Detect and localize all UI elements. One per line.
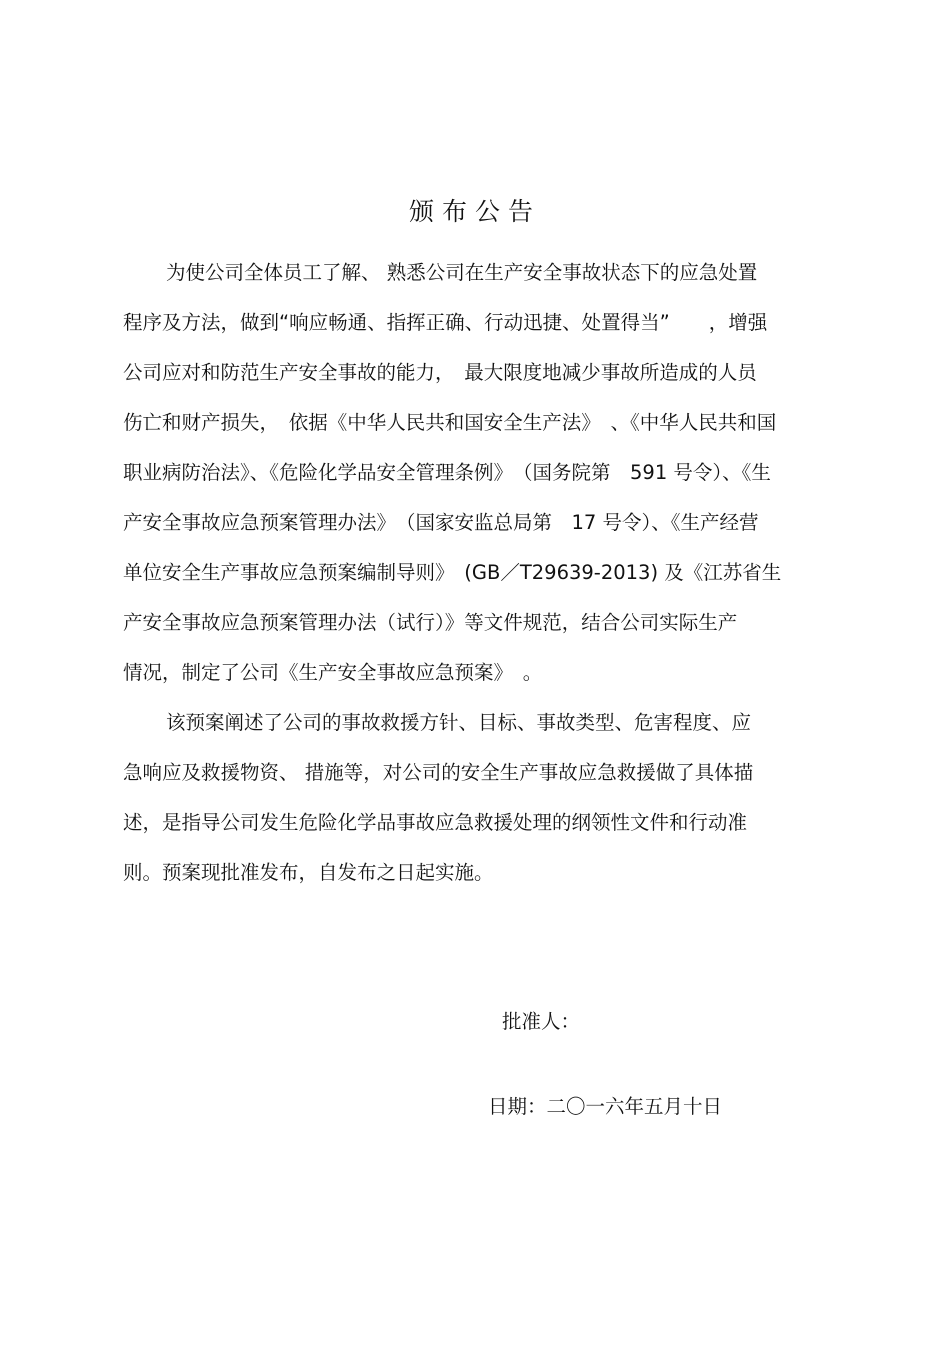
paragraph-2-line-3: 述，是指导公司发生危险化学品事故应急救援处理的纲领性文件和行动准 bbox=[123, 811, 748, 834]
paragraph-2-line-1: 该预案阐述了公司的事故救援方针、目标、事故类型、危害程度、应 bbox=[166, 711, 752, 734]
document-title: 颁布公告 bbox=[408, 197, 541, 226]
paragraph-1-line-2: 程序及方法，做到“响应畅通、指挥正确、行动迅捷、处置得当” ，增强 bbox=[123, 311, 768, 334]
paragraph-1-line-1: 为使公司全体员工了解、 熟悉公司在生产安全事故状态下的应急处置 bbox=[166, 261, 758, 284]
approver-label: 批准人： bbox=[502, 1010, 581, 1033]
paragraph-1-line-5: 职业病防治法》、《危险化学品安全管理条例》 （国务院第 591 号令）、《生 bbox=[123, 461, 771, 484]
date-label: 日期：二〇一六年五月十日 bbox=[488, 1095, 723, 1118]
paragraph-1-line-8: 产安全事故应急预案管理办法（试行）》等文件规范，结合公司实际生产 bbox=[123, 611, 738, 634]
paragraph-1-line-7: 单位安全生产事故应急预案编制导则》 (GB／T29639-2013) 及《江苏省生 bbox=[123, 561, 782, 584]
paragraph-2-line-2: 急响应及救援物资、 措施等，对公司的安全生产事故应急救援做了具体描 bbox=[123, 761, 754, 784]
paragraph-1-line-4: 伤亡和财产损失， 依据《中华人民共和国安全生产法》 、《中华人民共和国 bbox=[123, 411, 777, 434]
paragraph-1-line-6: 产安全事故应急预案管理办法》 （国家安监总局第 17 号令）、《生产经营 bbox=[123, 511, 759, 534]
paragraph-1-line-9: 情况，制定了公司《生产安全事故应急预案》 。 bbox=[123, 661, 543, 684]
paragraph-2-line-4: 则。预案现批准发布，自发布之日起实施。 bbox=[123, 861, 494, 884]
paragraph-1-line-3: 公司应对和防范生产安全事故的能力， 最大限度地减少事故所造成的人员 bbox=[123, 361, 757, 384]
